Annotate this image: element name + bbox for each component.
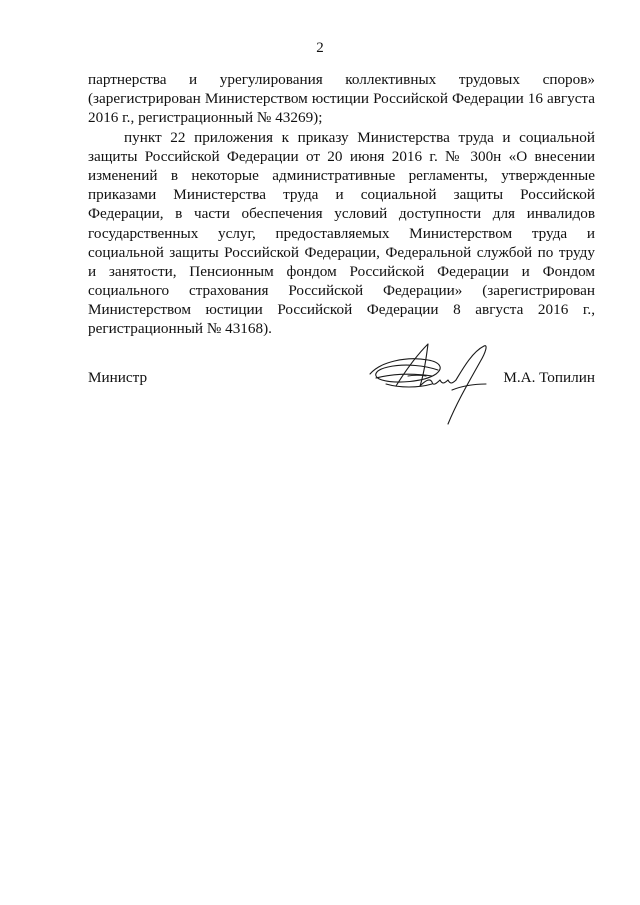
signer-name: М.А. Топилин [503, 369, 595, 386]
text-line: Министерством юстиции Российской Федерации 8 августа 2016 г., [88, 301, 595, 319]
page-number: 2 [316, 40, 324, 56]
text-line: (зарегистрирован Министерством юстиции Российской Федерации 16 августа [88, 90, 595, 108]
text-line: пункт 22 приложения к приказу Министерства труда и социальной [124, 128, 595, 146]
text-line: государственных услуг, предоставляемых Министерством труда и [88, 224, 595, 242]
text-line: изменений в некоторые административные регламенты, утвержденные [88, 166, 595, 184]
signer-position: Министр [88, 369, 148, 386]
text-line: Федерации, в части обеспечения условий доступности для инвалидов [88, 205, 595, 223]
text-line: регистрационный № 43168). [88, 320, 272, 338]
paragraph-continuation [88, 70, 595, 128]
handwritten-signature [366, 340, 506, 430]
text-line: социальной защиты Российской Федерации, Федеральной службой по труду [88, 243, 595, 261]
text-line: защиты Российской Федерации от 20 июня 2016 г. № 300н «О внесении [88, 147, 595, 165]
signature-block [88, 360, 595, 420]
text-line: социального страхования Российской Федерации» (зарегистрирован [88, 282, 595, 300]
text-line: и занятости, Пенсионным фондом Российской Федерации и Фондом [88, 262, 595, 280]
signature-graphic [366, 340, 506, 430]
text-line: 2016 г., регистрационный № 43269); [88, 109, 323, 127]
document-body [88, 70, 595, 339]
paragraph-item-22 [88, 128, 595, 339]
text-line: приказами Министерства труда и социальной защиты Российской [88, 186, 595, 204]
text-line: партнерства и урегулирования коллективных трудовых споров» [88, 71, 595, 88]
